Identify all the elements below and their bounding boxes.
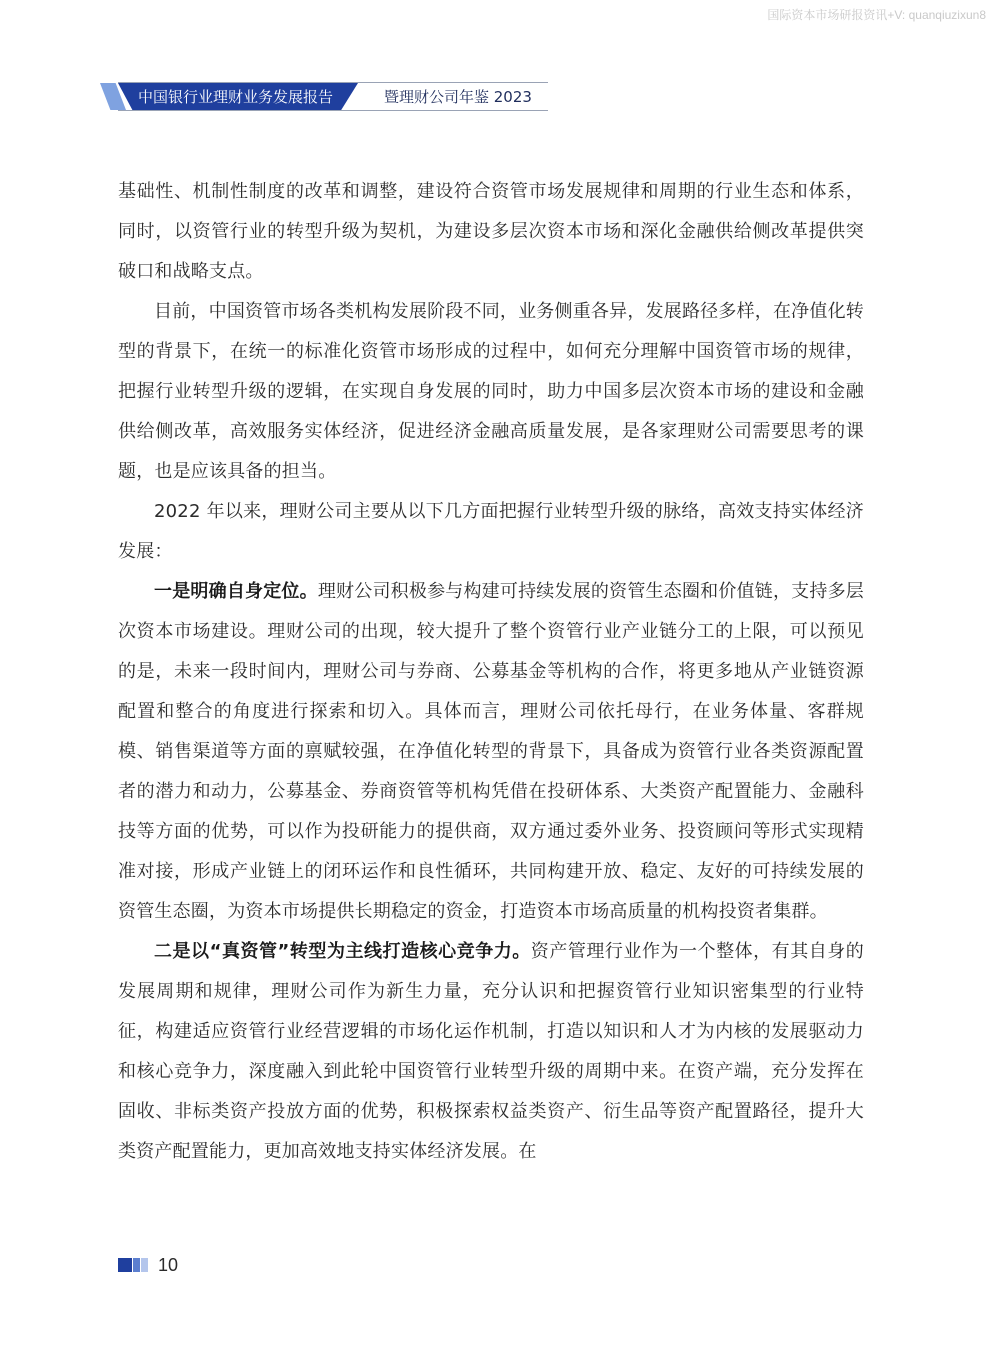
footer-block-light (141, 1258, 148, 1272)
paragraph-4 (118, 572, 864, 932)
header-subtitle: 暨理财公司年鉴 2023 (384, 88, 532, 106)
watermark-text: 国际资本市场研报资讯+V: quanqiuzixun8 (767, 8, 986, 22)
page-number: 10 (158, 1254, 179, 1275)
paragraph-1-text: 基础性、机制性制度的改革和调整，建设符合资管市场发展规律和周期的行业生态和体系，同时，以资管行业的转型升级为契机，为建设多层次资本市场和深化金融供给侧改革提供突破口和战略支点。 (118, 181, 864, 282)
header-bottom-rule (118, 110, 548, 111)
paragraph-2 (118, 292, 864, 492)
header-title: 中国银行业理财业务发展报告 (138, 88, 334, 106)
header-top-rule (118, 82, 548, 83)
body-content (118, 172, 864, 1172)
paragraph-5 (118, 932, 864, 1172)
paragraph-5-text: 资产管理行业作为一个整体，有其自身的发展周期和规律，理财公司作为新生力量，充分认识和把握资管行业知识密集型的行业特征，构建适应资管行业经营逻辑的市场化运作机制，打造以知识和人才为内核的发展驱动力和核心竞争力，深度融入到此轮中国资管行业转型升级的周期中来。在资产端，充分发挥在固收、非标类资产投放方面的优势，积极探索权益类资产、衍生品等资产配置路径，提升大类资产配置能力，更加高效地支持实体经济发展。在 (118, 941, 865, 1162)
paragraph-4-text: 理财公司积极参与构建可持续发展的资管生态圈和价值链，支持多层次资本市场建设。理财公司的出现，较大提升了整个资管行业产业链分工的上限，可以预见的是，未来一段时间内，理财公司与券商、公募基金等机构的合作，将更多地从产业链资源配置和整合的角度进行探索和切入。具体而言，理财公司依托母行，在业务体量、客群规模、销售渠道等方面的禀赋较强，在净值化转型的背景下，具备成为资管行业各类资源配置者的潜力和动力，公募基金、券商资管等机构凭借在投研体系、大类资产配置能力、金融科技等方面的优势，可以作为投研能力的提供商，双方通过委外业务、投资顾问等形式实现精准对接，形成产业链上的闭环运作和良性循环，共同构建开放、稳定、友好的可持续发展的资管生态圈，为资本市场提供长期稳定的资金，打造资本市场高质量的机构投资者集群。 (118, 581, 864, 922)
paragraph-3-text: 2022 年以来，理财公司主要从以下几方面把握行业转型升级的脉络，高效支持实体经济发展： (118, 501, 864, 562)
page-footer (118, 1255, 178, 1275)
paragraph-3 (118, 492, 864, 572)
footer-block-mid (133, 1258, 140, 1272)
footer-block-dark (118, 1258, 132, 1272)
paragraph-2-text: 目前，中国资管市场各类机构发展阶段不同，业务侧重各异，发展路径多样，在净值化转型的背景下，在统一的标准化资管市场形成的过程中，如何充分理解中国资管市场的规律，把握行业转型升级的逻辑，在实现自身发展的同时，助力中国多层次资本市场的建设和金融供给侧改革，高效服务实体经济，促进经济金融高质量发展，是各家理财公司需要思考的课题，也是应该具备的担当。 (118, 301, 864, 482)
paragraph-4-lead: 一是明确自身定位。 (154, 581, 318, 602)
paragraph-5-lead: 二是以“真资管”转型为主线打造核心竞争力。 (154, 941, 531, 962)
paragraph-1 (118, 172, 864, 292)
